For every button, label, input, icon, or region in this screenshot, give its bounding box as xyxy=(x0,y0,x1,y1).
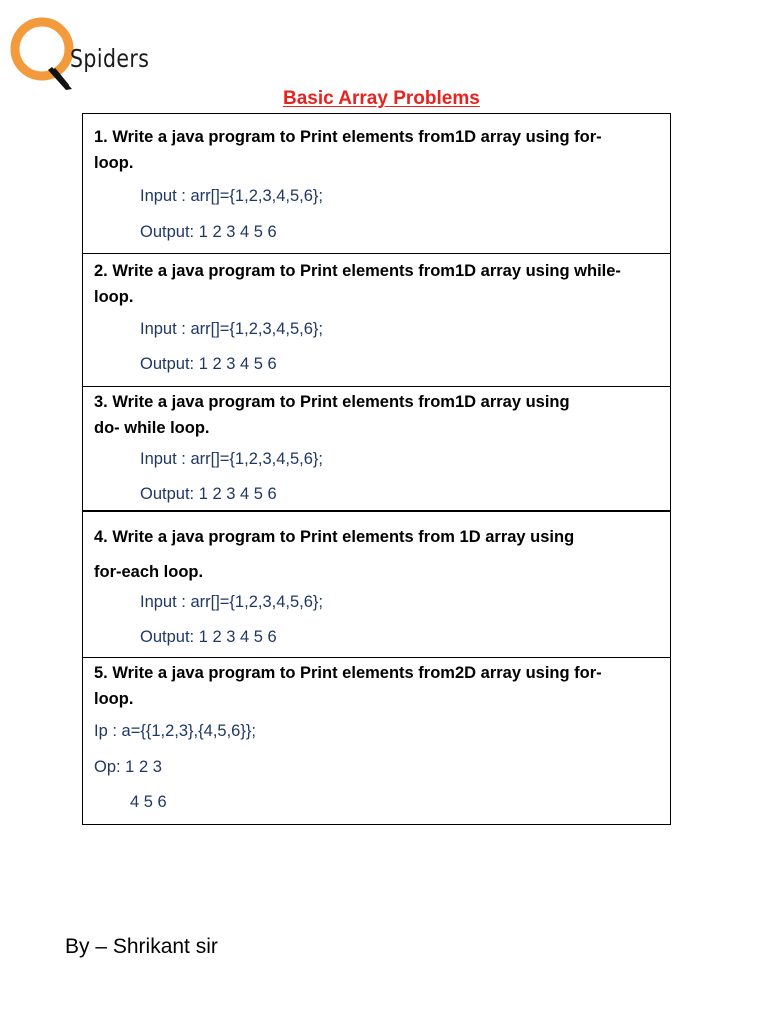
question-line: do- while loop. xyxy=(94,419,210,437)
qspiders-logo xyxy=(8,12,148,94)
problem-cell xyxy=(83,658,670,824)
page-title: Basic Array Problems xyxy=(283,88,480,109)
problem-question xyxy=(94,389,570,441)
problem-question xyxy=(94,660,602,712)
problem-input: Input : arr[]={1,2,3,4,5,6}; xyxy=(140,187,324,205)
problem-question xyxy=(94,124,602,176)
problem-output: Op: 1 2 3 xyxy=(94,758,162,776)
problem-output: Output: 1 2 3 4 5 6 xyxy=(140,485,277,503)
question-line: loop. xyxy=(94,154,134,172)
problems-table xyxy=(82,113,671,825)
problem-input: Input : arr[]={1,2,3,4,5,6}; xyxy=(140,593,324,611)
question-line: 3. Write a java program to Print elements from1D array using xyxy=(94,393,570,411)
problem-input: Input : arr[]={1,2,3,4,5,6}; xyxy=(140,450,324,468)
problem-cell xyxy=(83,387,670,512)
question-line: for-each loop. xyxy=(94,563,204,581)
problem-output: Output: 1 2 3 4 5 6 xyxy=(140,628,277,646)
problem-cell xyxy=(83,254,670,387)
problem-question xyxy=(94,258,621,310)
question-line: 2. Write a java program to Print elements from1D array using while- xyxy=(94,262,621,280)
question-line: 1. Write a java program to Print elements from1D array using for- xyxy=(94,128,602,146)
problem-output: Output: 1 2 3 4 5 6 xyxy=(140,223,277,241)
logo-wordmark: Spiders xyxy=(70,44,150,73)
question-line: 5. Write a java program to Print elements from2D array using for- xyxy=(94,664,602,682)
problem-input: Ip : a={{1,2,3},{4,5,6}}; xyxy=(94,722,256,740)
problem-cell xyxy=(83,114,670,254)
problem-cell xyxy=(83,512,670,658)
problem-input: Input : arr[]={1,2,3,4,5,6}; xyxy=(140,320,324,338)
problem-output-row2: 4 5 6 xyxy=(130,793,167,811)
question-line: 4. Write a java program to Print elements from 1D array using xyxy=(94,528,575,546)
question-line: loop. xyxy=(94,690,134,708)
problem-question xyxy=(94,520,574,590)
problem-output: Output: 1 2 3 4 5 6 xyxy=(140,355,277,373)
author-credit: By – Shrikant sir xyxy=(65,935,218,958)
question-line: loop. xyxy=(94,288,134,306)
